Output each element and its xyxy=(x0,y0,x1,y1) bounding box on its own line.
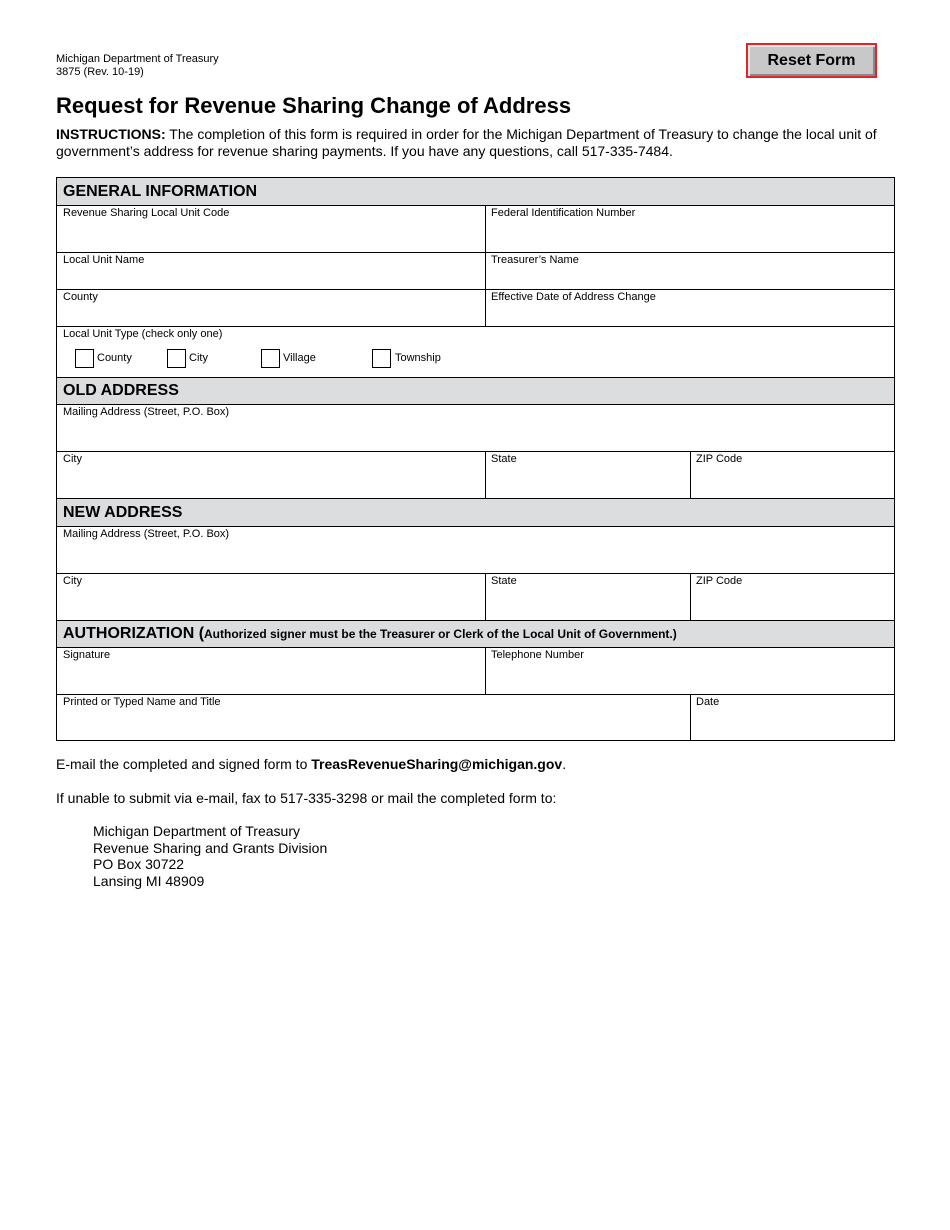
instructions xyxy=(56,126,890,160)
printed-name-field[interactable] xyxy=(57,695,690,740)
county-checkbox-label: County xyxy=(97,352,132,364)
township-checkbox-label: Township xyxy=(395,352,441,364)
township-checkbox[interactable] xyxy=(372,349,391,368)
reset-form-button[interactable]: Reset Form xyxy=(746,43,877,78)
change-of-address-form xyxy=(56,177,895,741)
new-state-field[interactable] xyxy=(485,574,690,620)
general-information-heading: GENERAL INFORMATION xyxy=(57,178,894,206)
county-field[interactable] xyxy=(57,290,485,326)
local-unit-type-label: Local Unit Type (check only one) xyxy=(63,328,223,340)
form-header xyxy=(56,53,219,79)
old-mailing-address-field[interactable] xyxy=(57,405,894,451)
effective-date-field[interactable] xyxy=(485,290,894,326)
federal-id-field[interactable] xyxy=(485,206,894,252)
local-unit-code-label: Revenue Sharing Local Unit Code xyxy=(63,207,230,219)
signature-field[interactable] xyxy=(57,648,485,694)
village-checkbox[interactable] xyxy=(261,349,280,368)
email-suffix: . xyxy=(562,756,567,772)
local-unit-name-field[interactable] xyxy=(57,253,485,289)
authorization-title: AUTHORIZATION ( xyxy=(63,625,205,642)
fax-instructions: If unable to submit via e-mail, fax to 517-335-3298 or mail the completed form to: xyxy=(56,790,557,806)
new-mailing-address-label: Mailing Address (Street, P.O. Box) xyxy=(63,528,230,540)
local-unit-code-field[interactable] xyxy=(57,206,485,252)
date-field[interactable] xyxy=(690,695,894,740)
new-city-label: City xyxy=(63,575,82,587)
treasurer-name-label: Treasurer’s Name xyxy=(491,254,579,266)
page-title: Request for Revenue Sharing Change of Address xyxy=(56,93,572,118)
old-state-field[interactable] xyxy=(485,452,690,498)
email-instructions xyxy=(56,756,566,773)
authorization-note: Authorized signer must be the Treasurer or Clerk of the Local Unit of Government.) xyxy=(204,627,677,641)
city-checkbox-label: City xyxy=(189,352,208,364)
divider xyxy=(485,452,486,498)
instructions-text: The completion of this form is required in order for the Michigan Department of Treasury to change the local unit of government’s address for revenue sharing payments. If you have any questions, call 517-335-7484. xyxy=(56,126,877,159)
address-line: Revenue Sharing and Grants Division xyxy=(93,839,328,856)
new-address-heading: NEW ADDRESS xyxy=(57,498,894,527)
new-zip-field[interactable] xyxy=(690,574,894,620)
new-state-label: State xyxy=(491,575,517,587)
old-city-field[interactable] xyxy=(57,452,485,498)
email-address[interactable]: TreasRevenueSharing@michigan.gov xyxy=(311,756,563,772)
printed-name-label: Printed or Typed Name and Title xyxy=(63,696,221,708)
signature-label: Signature xyxy=(63,649,111,661)
telephone-field[interactable] xyxy=(485,648,894,694)
new-zip-label: ZIP Code xyxy=(696,575,743,587)
divider xyxy=(690,695,691,740)
new-mailing-address-field[interactable] xyxy=(57,527,894,573)
address-line: Michigan Department of Treasury xyxy=(93,823,300,839)
form-number: 3875 (Rev. 10-19) xyxy=(56,66,144,78)
city-checkbox[interactable] xyxy=(167,349,186,368)
divider xyxy=(485,648,486,694)
treasurer-name-field[interactable] xyxy=(485,253,894,289)
address-line: PO Box 30722 xyxy=(93,856,185,872)
divider xyxy=(485,574,486,620)
instructions-label: INSTRUCTIONS: xyxy=(56,126,166,142)
old-mailing-address-label: Mailing Address (Street, P.O. Box) xyxy=(63,406,230,418)
old-state-label: State xyxy=(491,453,517,465)
new-city-field[interactable] xyxy=(57,574,485,620)
divider xyxy=(690,452,691,498)
county-checkbox[interactable] xyxy=(75,349,94,368)
village-checkbox-label: Village xyxy=(283,352,316,364)
local-unit-name-label: Local Unit Name xyxy=(63,254,145,266)
mailing-address-block xyxy=(93,823,327,889)
date-label: Date xyxy=(696,696,720,708)
divider xyxy=(690,574,691,620)
old-zip-label: ZIP Code xyxy=(696,453,743,465)
agency-name: Michigan Department of Treasury xyxy=(56,53,219,65)
address-line: Lansing MI 48909 xyxy=(93,872,205,889)
authorization-heading xyxy=(57,620,894,648)
effective-date-label: Effective Date of Address Change xyxy=(491,291,656,303)
county-label: County xyxy=(63,291,98,303)
old-address-heading: OLD ADDRESS xyxy=(57,377,894,405)
old-zip-field[interactable] xyxy=(690,452,894,498)
old-city-label: City xyxy=(63,453,82,465)
federal-id-label: Federal Identification Number xyxy=(491,207,636,219)
email-prefix: E-mail the completed and signed form to xyxy=(56,756,312,772)
divider xyxy=(485,206,486,326)
telephone-label: Telephone Number xyxy=(491,649,584,661)
